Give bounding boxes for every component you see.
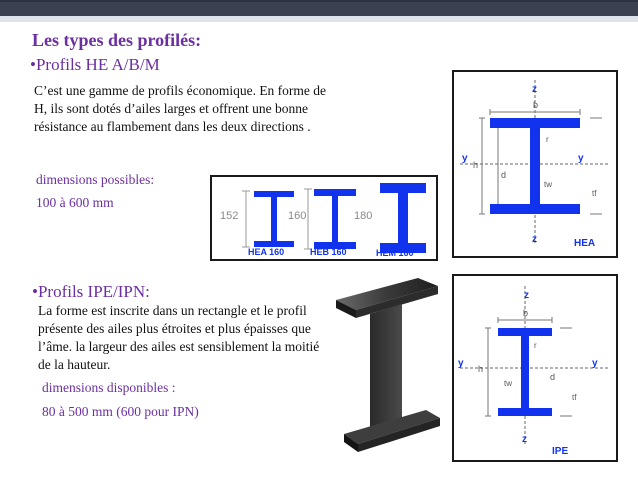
hem160-height-label: 180 — [354, 210, 373, 222]
ipe-axis-y-right: y — [592, 358, 598, 369]
hea-diagram-panel — [452, 70, 618, 258]
ipe-cross-section — [454, 276, 616, 460]
ipe-dims-value: 80 à 500 mm (600 pour IPN) — [42, 404, 199, 419]
he-heading: •Profils HE A/B/M — [30, 55, 160, 74]
hea-axis-y-left: y — [462, 153, 468, 164]
hea-dim-tw: tw — [544, 180, 552, 189]
ipe-axis-z-bottom: z — [522, 434, 527, 445]
profiles-comparison-panel — [210, 175, 438, 261]
ipe-dim-d: d — [550, 372, 556, 382]
he-dims-label: dimensions possibles: — [36, 172, 155, 187]
header-bar — [0, 0, 638, 16]
hea-dim-h: h — [473, 160, 479, 170]
he-dims-value: 100 à 600 mm — [36, 195, 114, 210]
ipe-tag: IPE — [552, 446, 569, 457]
ipe-axis-y-left: y — [458, 358, 464, 369]
steel-beam-photo — [330, 274, 445, 458]
steel-beam-image — [330, 274, 445, 458]
hea-axis-z-bottom: z — [532, 234, 537, 245]
hea-dim-d: d — [501, 170, 507, 180]
ipe-dim-tf: tf — [572, 393, 577, 402]
header-edge — [0, 0, 638, 2]
hea-axis-z-top: z — [532, 84, 537, 95]
ipe-diagram-panel — [452, 274, 618, 462]
hea160-label: HEA 160 — [248, 247, 285, 257]
hea160-height-label: 152 — [220, 210, 239, 222]
he-description: C’est une gamme de profils économique. En forme de H, ils sont dotés d’ailes larges et offrent une bonne résistance au flambement dans les deux directions . — [34, 83, 327, 134]
heb160-label: HEB 160 — [310, 247, 347, 257]
hea160-section — [220, 191, 294, 257]
ipe-dim-tw: tw — [504, 379, 512, 388]
ipe-description: La forme est inscrite dans un rectangle et le profil présente des ailes plus étroites et plus épaisses que l’âme. la largeur des ailes est sensiblement la moitié de la hauteur. — [38, 303, 320, 372]
profiles-comparison-figure — [212, 177, 436, 259]
hem160-label: HEM 160 — [376, 248, 414, 258]
ipe-heading: •Profils IPE/IPN: — [32, 282, 150, 301]
page-title: Les types des profilés: — [32, 30, 202, 50]
hea-cross-section — [454, 72, 616, 256]
header-stripe — [0, 16, 638, 22]
ipe-dim-b: b — [523, 308, 529, 318]
ipe-dim-r: r — [534, 341, 537, 350]
hea-tag: HEA — [574, 238, 596, 249]
hea-dim-tf: tf — [592, 189, 597, 198]
hea-dim-r: r — [546, 135, 549, 144]
hem160-section — [354, 183, 426, 258]
hea-axis-y-right: y — [578, 153, 584, 164]
ipe-axis-z-top: z — [524, 290, 529, 301]
heb160-height-label: 160 — [288, 210, 307, 222]
heb160-section — [288, 189, 356, 257]
ipe-dim-h: h — [478, 364, 484, 374]
hea-dim-b: b — [533, 100, 539, 110]
ipe-dims-label: dimensions disponibles : — [42, 380, 176, 395]
